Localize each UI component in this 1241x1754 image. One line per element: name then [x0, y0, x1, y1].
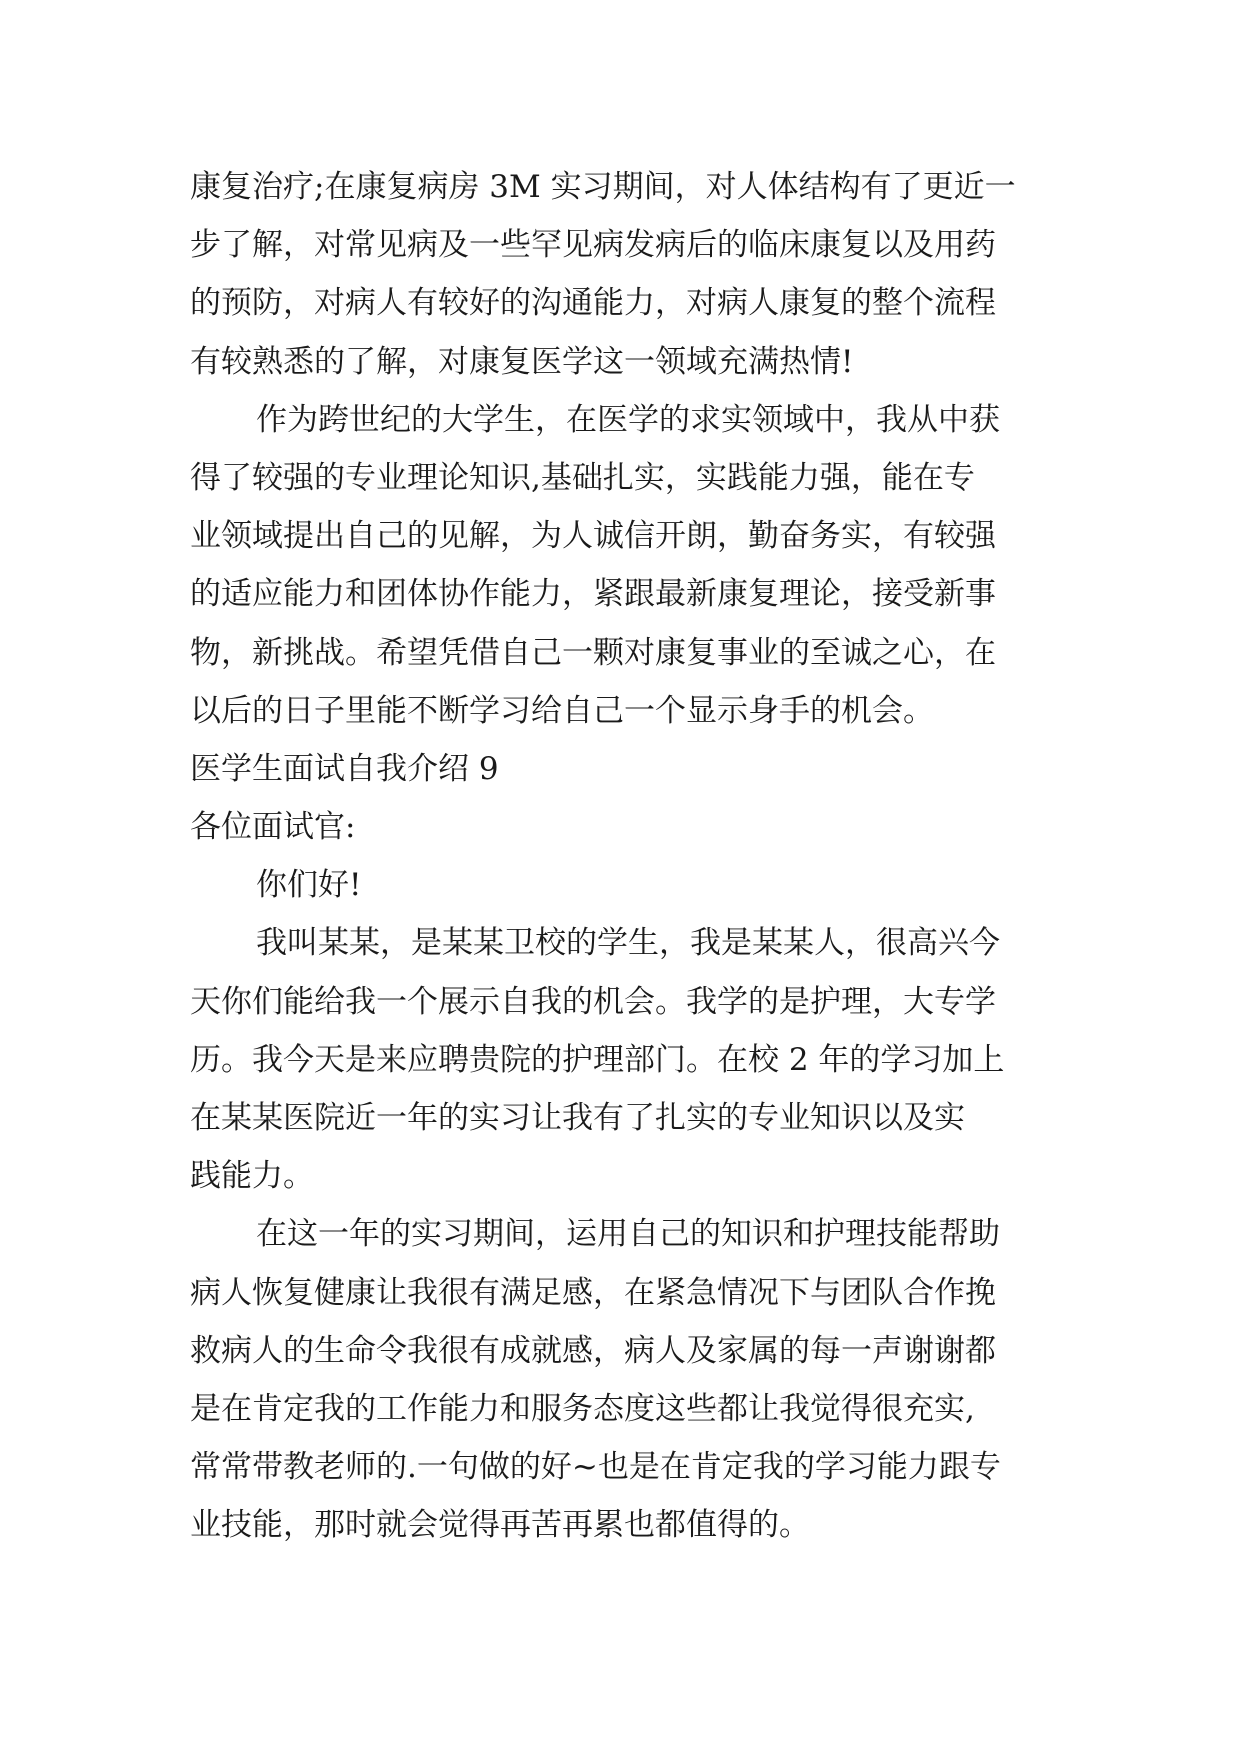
text-line: 物，新挑战。希望凭借自己一颗对康复事业的至诚之心，在	[190, 634, 996, 671]
text-line: 作为跨世纪的大学生，在医学的求实领域中，我从中获	[256, 401, 1000, 438]
section-title: 医学生面试自我介绍 9	[190, 750, 499, 787]
paragraph-qualities	[190, 391, 1070, 740]
paragraph-introduction	[190, 914, 1070, 1205]
text-line: 我叫某某，是某某卫校的学生，我是某某人，很高兴今	[256, 925, 1000, 962]
text-line: 有较熟悉的了解，对康复医学这一领域充满热情!	[190, 343, 854, 380]
text-line: 在这一年的实习期间，运用自己的知识和护理技能帮助	[256, 1216, 1000, 1253]
document-body	[190, 158, 1070, 1555]
text-line: 常常带教老师的.一句做的好~也是在肯定我的学习能力跟专	[190, 1449, 1001, 1486]
text-line: 是在肯定我的工作能力和服务态度这些都让我觉得很充实,	[190, 1390, 975, 1427]
paragraph-continuation	[190, 158, 1070, 391]
text-line: 步了解，对常见病及一些罕见病发病后的临床康复以及用药	[190, 227, 996, 264]
text-line: 业技能，那时就会觉得再苦再累也都值得的。	[190, 1507, 810, 1544]
text-line: 天你们能给我一个展示自我的机会。我学的是护理，大专学	[190, 983, 996, 1020]
text-line: 得了较强的专业理论知识,基础扎实，实践能力强，能在专	[190, 459, 975, 496]
text-line: 践能力。	[190, 1158, 314, 1195]
text-line: 救病人的生命令我很有成就感，病人及家属的每一声谢谢都	[190, 1332, 996, 1369]
text-line: 在某某医院近一年的实习让我有了扎实的专业知识以及实	[190, 1100, 965, 1136]
text-line: 病人恢复健康让我很有满足感，在紧急情况下与团队合作挽	[190, 1274, 996, 1311]
text-line: 的预防，对病人有较好的沟通能力，对病人康复的整个流程	[190, 285, 996, 322]
text-line: 以后的日子里能不断学习给自己一个显示身手的机会。	[190, 692, 934, 729]
greeting: 你们好!	[256, 867, 362, 904]
salutation: 各位面试官:	[190, 809, 356, 846]
text-line: 的适应能力和团体协作能力，紧跟最新康复理论，接受新事	[190, 576, 996, 613]
text-line: 康复治疗;在康复病房 3M 实习期间，对人体结构有了更近一	[190, 169, 1016, 205]
paragraph-internship	[190, 1205, 1070, 1554]
text-line: 历。我今天是来应聘贵院的护理部门。在校 2 年的学习加上	[190, 1041, 1005, 1078]
text-line: 业领域提出自己的见解，为人诚信开朗，勤奋务实，有较强	[190, 518, 996, 555]
